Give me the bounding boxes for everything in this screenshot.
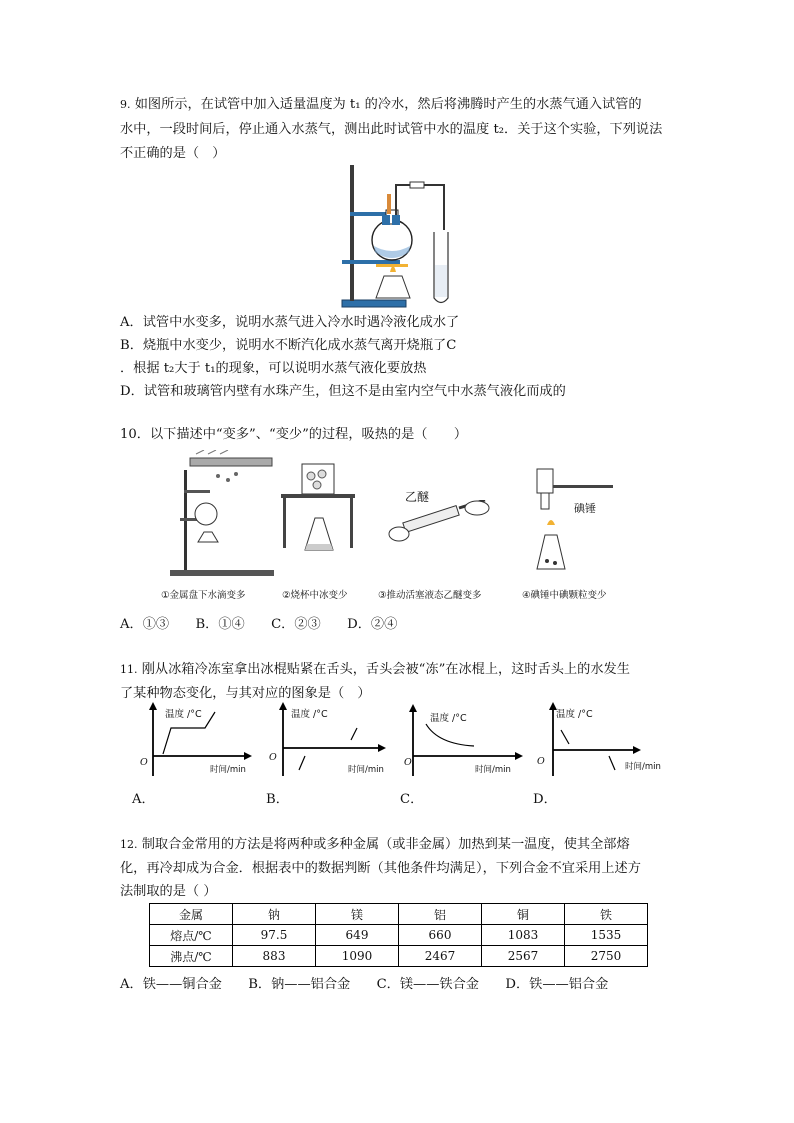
q11-graph-b-xlabel: 时间/min bbox=[348, 765, 384, 775]
q12-line2: 化，再冷却成为合金．根据表中的数据判断（其他条件均满足），下列合金不宜采用上述方 bbox=[120, 861, 641, 876]
q11-option-a[interactable]: A． bbox=[132, 792, 155, 807]
q11-option-b[interactable]: B． bbox=[266, 792, 289, 807]
q10-label-ether: 乙醚 bbox=[405, 490, 430, 504]
q12-options[interactable]: A．铁——铜合金 B．钠——铝合金 C．镁——铁合金 D．铁——铝合金 bbox=[120, 977, 609, 992]
q11-graph-b-ylabel: 温度 /°C bbox=[291, 709, 328, 720]
q11-option-d[interactable]: D． bbox=[533, 792, 557, 807]
table-cell: 97.5 bbox=[233, 925, 316, 946]
q9-number: 9. bbox=[120, 98, 131, 111]
table-cell: 660 bbox=[399, 925, 482, 946]
table-cell: 1090 bbox=[316, 946, 399, 967]
q11-graph-a-origin: O bbox=[140, 757, 148, 768]
q11-option-c[interactable]: C． bbox=[400, 792, 424, 807]
table-cell: 883 bbox=[233, 946, 316, 967]
table-cell: 649 bbox=[316, 925, 399, 946]
table-cell: 2567 bbox=[482, 946, 565, 967]
q10-line1: 10．以下描述中“变多”、“变少”的过程，吸热的是（ ） bbox=[120, 427, 468, 442]
q10-label-iodine: 碘锤 bbox=[574, 502, 596, 515]
q9-option-d[interactable]: D．试管和玻璃管内壁有水珠产生，但这不是由室内空气中水蒸气液化而成的 bbox=[120, 384, 566, 399]
q11-graph-d-ylabel: 温度 /°C bbox=[556, 709, 593, 720]
q12-line1 bbox=[120, 836, 630, 854]
q9-text-1: 如图所示，在试管中加入适量温度为 t₁ 的冷水，然后将沸腾时产生的水蒸气通入试管的 bbox=[134, 97, 642, 112]
table-cell: 镁 bbox=[316, 904, 399, 925]
q11-graph-c-origin: O bbox=[404, 757, 412, 768]
q11-number: 11. bbox=[120, 663, 138, 676]
table-cell: 2750 bbox=[565, 946, 648, 967]
q10-figure-2-beaker-ice bbox=[275, 462, 365, 580]
q9-line3: 不正确的是（ ） bbox=[120, 146, 226, 161]
q10-caption-2: ②烧杯中冰变少 bbox=[282, 590, 348, 601]
q10-options[interactable]: A．①③ B．①④ C．②③ D．②④ bbox=[120, 617, 398, 632]
q12-metal-table bbox=[149, 903, 648, 967]
q9-option-a[interactable]: A．试管中水变多，说明水蒸气进入冷水时遇冷液化成水了 bbox=[120, 315, 460, 330]
table-row bbox=[150, 946, 648, 967]
q11-graph-b-origin: O bbox=[269, 752, 277, 763]
table-row bbox=[150, 925, 648, 946]
q10-figure-4-iodine-hammer bbox=[525, 465, 615, 580]
table-cell: 铝 bbox=[399, 904, 482, 925]
table-cell: 熔点/℃ bbox=[150, 925, 233, 946]
q10-figure-3-syringe bbox=[385, 500, 495, 550]
q11-graph-d-xlabel: 时间/min bbox=[625, 762, 661, 772]
q11-graph-a-ylabel: 温度 /°C bbox=[165, 709, 202, 720]
q11-line2: 了某种物态变化，与其对应的图象是（ ） bbox=[120, 686, 371, 701]
q12-line3: 法制取的是（ ） bbox=[120, 884, 217, 899]
q11-graph-c-xlabel: 时间/min bbox=[475, 765, 511, 775]
q11-graph-a-xlabel: 时间/min bbox=[210, 765, 246, 775]
table-cell: 钠 bbox=[233, 904, 316, 925]
q10-caption-3: ③推动活塞液态乙醚变多 bbox=[378, 590, 482, 601]
q12-number: 12. bbox=[120, 838, 138, 851]
q9-option-b[interactable]: B．烧瓶中水变少，说明水不断汽化成水蒸气离开烧瓶了C bbox=[120, 338, 457, 353]
q11-text-1: 刚从冰箱冷冻室拿出冰棍贴紧在舌头，舌头会被“冻”在冰棍上，这时舌头上的水发生 bbox=[141, 662, 630, 677]
q9-apparatus-figure bbox=[330, 160, 470, 310]
table-row bbox=[150, 904, 648, 925]
q12-text-1: 制取合金常用的方法是将两种或多种金属（或非金属）加热到某一温度，使其全部熔 bbox=[141, 837, 630, 852]
q11-graph-c-ylabel: 温度 /°C bbox=[430, 713, 467, 724]
q11-line1 bbox=[120, 661, 630, 679]
table-cell: 1535 bbox=[565, 925, 648, 946]
q10-caption-1: ①金属盘下水滴变多 bbox=[161, 590, 246, 601]
table-cell: 2467 bbox=[399, 946, 482, 967]
q9-line2: 水中，一段时间后，停止通入水蒸气，测出此时试管中水的温度 t₂．关于这个实验，下列说法 bbox=[120, 122, 663, 137]
q11-graph-d-origin: O bbox=[537, 756, 545, 767]
table-cell: 沸点/℃ bbox=[150, 946, 233, 967]
q10-caption-4: ④碘锤中碘颗粒变少 bbox=[522, 590, 607, 601]
table-cell: 1083 bbox=[482, 925, 565, 946]
table-cell: 铜 bbox=[482, 904, 565, 925]
q9-option-c[interactable]: ．根据 t₂大于 t₁的现象，可以说明水蒸气液化要放热 bbox=[120, 361, 427, 376]
table-cell: 铁 bbox=[565, 904, 648, 925]
q10-figure-1-metal-plate bbox=[170, 450, 280, 580]
table-cell: 金属 bbox=[150, 904, 233, 925]
q9-line1 bbox=[120, 96, 642, 114]
